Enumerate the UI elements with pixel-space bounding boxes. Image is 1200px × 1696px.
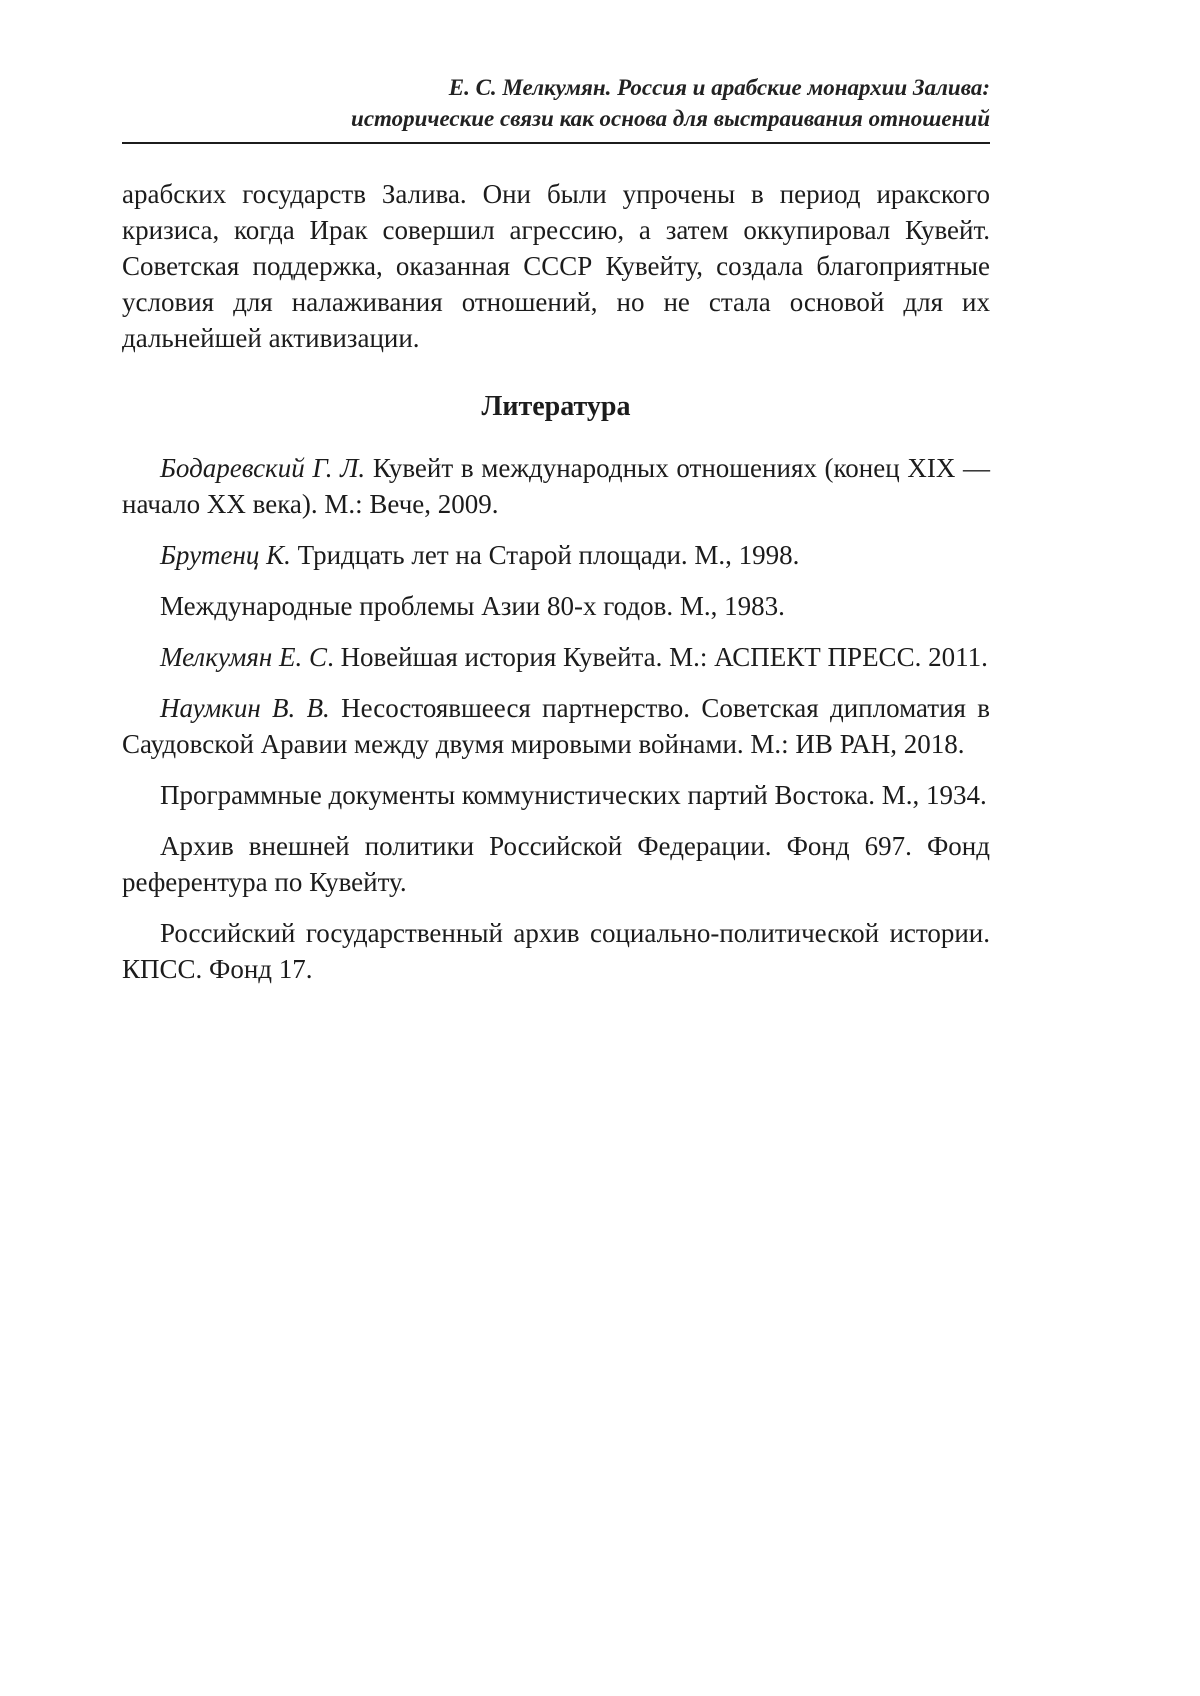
bibliography-text: Международные проблемы Азии 80-х годов. М., 1983. — [160, 591, 785, 621]
bibliography-entry — [122, 777, 990, 813]
bibliography-author: Брутенц К. — [160, 540, 291, 570]
body-paragraph: арабских государств Залива. Они были упрочены в период иракского кризиса, когда Ирак совершил агрессию, а затем оккупировал Кувейт. Советская поддержка, оказанная СССР Кувейту, создала благоприятные условия для налаживания отношений, но не стала основой для их дальнейшей активизации. — [122, 179, 990, 353]
page-content — [122, 72, 990, 987]
bibliography-entry — [122, 915, 990, 987]
bibliography-text: Несостоявшееся партнерство. Советская дипломатия в Саудовской Аравии между двумя мировыми войнами. М.: ИВ РАН, 2018. — [122, 693, 990, 759]
bibliography-text: Российский государственный архив социально-политической истории. КПСС. Фонд 17. — [122, 918, 990, 984]
bibliography-entry — [122, 828, 990, 900]
running-header — [122, 72, 990, 134]
bibliography-text: Архив внешней политики Российской Федерации. Фонд 697. Фонд референтура по Кувейту. — [122, 831, 990, 897]
running-header-line2: исторические связи как основа для выстраивания отношений — [351, 106, 990, 131]
bibliography-text: Тридцать лет на Старой площади. М., 1998. — [290, 540, 800, 570]
section-title: Литература — [481, 391, 631, 422]
bibliography-text: Кувейт в международных отношениях (конец XIX — начало XX века). М.: Вече, 2009. — [122, 453, 990, 519]
bibliography-author: Наумкин В. В. — [160, 693, 330, 723]
running-header-line1: Е. С. Мелкумян. Россия и арабские монархии Залива: — [448, 75, 990, 100]
header-rule — [122, 142, 990, 144]
bibliography-text: Программные документы коммунистических партий Востока. М., 1934. — [160, 780, 987, 810]
bibliography-list — [122, 450, 990, 987]
bibliography-entry — [122, 537, 990, 573]
bibliography-text: . Новейшая история Кувейта. М.: АСПЕКТ ПРЕСС. 2011. — [327, 642, 988, 672]
bibliography-author: Бодаревский Г. Л. — [160, 453, 366, 483]
bibliography-entry — [122, 690, 990, 762]
bibliography-entry — [122, 639, 990, 675]
bibliography-entry — [122, 588, 990, 624]
bibliography-entry — [122, 450, 990, 522]
bibliography-author: Мелкумян Е. С — [160, 642, 328, 672]
